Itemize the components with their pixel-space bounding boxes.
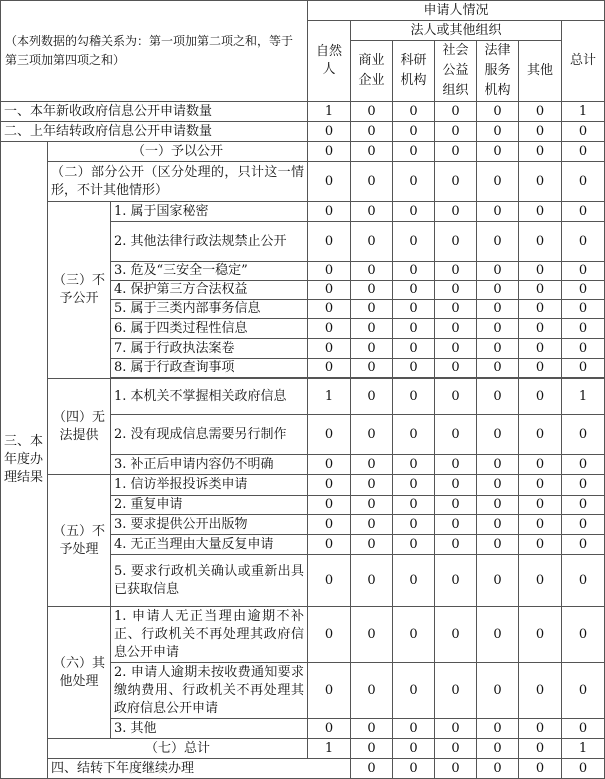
cell-research: 0 [393, 142, 435, 162]
cell-natural-person: 0 [308, 281, 351, 300]
cell-commercial: 0 [351, 319, 393, 339]
cell-commercial: 0 [351, 222, 393, 262]
cell-total: 1 [562, 102, 605, 122]
cell-research: 0 [393, 607, 435, 663]
table-row [1, 607, 605, 663]
cell-other: 0 [519, 300, 562, 319]
cell-natural-person: 0 [308, 222, 351, 262]
cell-legal-service: 0 [477, 339, 519, 359]
cell-natural-person: 0 [308, 555, 351, 607]
cell-natural-person: 0 [308, 319, 351, 339]
row-label: 8. 属于行政查询事项 [111, 359, 308, 378]
cell-total: 0 [562, 300, 605, 319]
cell-commercial: 0 [351, 475, 393, 496]
cell-commercial: 0 [351, 142, 393, 162]
cell-total: 0 [562, 555, 605, 607]
cell-other: 0 [519, 262, 562, 281]
cell-legal-service: 0 [477, 122, 519, 142]
cell-total: 0 [562, 162, 605, 202]
cell-natural-person: 1 [308, 102, 351, 122]
cell-commercial: 0 [351, 607, 393, 663]
cell-legal-service: 0 [477, 300, 519, 319]
row-label: 4. 保护第三方合法权益 [111, 281, 308, 300]
cell-research: 0 [393, 262, 435, 281]
cell-natural-person: 0 [308, 202, 351, 222]
cell-social-welfare: 0 [435, 202, 477, 222]
cell-total: 1 [562, 739, 605, 759]
cell-other: 0 [519, 281, 562, 300]
table-row [1, 379, 605, 415]
cell-natural-person: 0 [308, 300, 351, 319]
cell-social-welfare: 0 [435, 379, 477, 415]
cell-commercial: 0 [351, 262, 393, 281]
table-row [1, 162, 605, 202]
cell-social-welfare: 0 [435, 142, 477, 162]
cell-research: 0 [393, 122, 435, 142]
cell-legal-service: 0 [477, 415, 519, 455]
cell-natural-person: 0 [308, 515, 351, 535]
cell-total: 0 [562, 319, 605, 339]
cell-legal-service: 0 [477, 359, 519, 378]
cell-other: 0 [519, 222, 562, 262]
cell-research: 0 [393, 359, 435, 378]
cell-research: 0 [393, 663, 435, 719]
table-row [1, 142, 605, 162]
cell-natural-person: 0 [308, 142, 351, 162]
cell-total: 0 [562, 515, 605, 535]
cell-natural-person: 0 [308, 719, 351, 739]
cell-legal-service: 0 [477, 319, 519, 339]
cell-commercial: 0 [351, 535, 393, 555]
row-label: 3. 补正后申请内容仍不明确 [111, 455, 308, 475]
cell-legal-service: 0 [477, 262, 519, 281]
cell-total: 0 [562, 202, 605, 222]
row-label: 四、结转下年度继续办理 [48, 759, 351, 779]
cell-commercial: 0 [351, 719, 393, 739]
cell-research: 0 [393, 719, 435, 739]
cell-natural-person: 0 [308, 415, 351, 455]
cell-social-welfare: 0 [435, 475, 477, 496]
cell-commercial: 0 [351, 515, 393, 535]
cell-legal-service: 0 [477, 515, 519, 535]
cell-other: 0 [519, 663, 562, 719]
cell-legal-service: 0 [477, 739, 519, 759]
table-row [1, 122, 605, 142]
cell-other: 0 [519, 339, 562, 359]
cell-natural-person: 0 [351, 759, 393, 779]
row-label: 1. 信访举报投诉类申请 [111, 475, 308, 496]
row-label: 4. 无正当理由大量反复申请 [111, 535, 308, 555]
cell-research: 0 [393, 535, 435, 555]
cell-total: 0 [562, 222, 605, 262]
cell-natural-person: 0 [308, 262, 351, 281]
legal-org-group-header: 法人或其他组织 [351, 21, 562, 41]
cell-social-welfare: 0 [435, 455, 477, 475]
cell-other: 0 [519, 455, 562, 475]
cell-social-welfare: 0 [435, 359, 477, 378]
cell-other: 0 [562, 759, 605, 779]
group-label-withheld: （三）不予公开 [48, 202, 111, 379]
cell-natural-person: 0 [308, 359, 351, 378]
group-label-unavailable: （四）无法提供 [48, 379, 111, 475]
cell-natural-person: 0 [308, 535, 351, 555]
cell-legal-service: 0 [477, 607, 519, 663]
cell-total: 0 [562, 339, 605, 359]
cell-social-welfare: 0 [435, 222, 477, 262]
legal-service-header: 法律服务机构 [477, 41, 519, 102]
cell-research: 0 [393, 202, 435, 222]
cell-legal-service: 0 [477, 162, 519, 202]
cell-total: 0 [562, 142, 605, 162]
cell-total: 0 [562, 359, 605, 378]
row-label: 2. 其他法律行政法规禁止公开 [111, 222, 308, 262]
table-row [1, 102, 605, 122]
cell-other: 0 [519, 555, 562, 607]
cell-total: 0 [562, 535, 605, 555]
cell-total: 0 [562, 719, 605, 739]
cell-other: 0 [519, 607, 562, 663]
section-3-label: 三、本年度办理结果 [1, 142, 48, 779]
cell-research: 0 [393, 455, 435, 475]
cell-social-welfare: 0 [435, 102, 477, 122]
cell-natural-person: 1 [308, 739, 351, 759]
cell-legal-service: 0 [477, 202, 519, 222]
row-label: 一、本年新收政府信息公开申请数量 [1, 102, 308, 122]
row-label: （一）予以公开 [48, 142, 308, 162]
cell-commercial: 0 [351, 162, 393, 202]
cell-research: 0 [393, 415, 435, 455]
natural-person-header: 自然人 [308, 21, 351, 102]
cell-other: 0 [519, 319, 562, 339]
cell-research: 0 [393, 515, 435, 535]
cell-other: 0 [519, 496, 562, 515]
cell-social-welfare: 0 [435, 281, 477, 300]
cell-research: 0 [393, 475, 435, 496]
cell-natural-person: 0 [308, 496, 351, 515]
cell-commercial: 0 [351, 281, 393, 300]
cell-total: 0 [562, 122, 605, 142]
cell-social-welfare: 0 [435, 262, 477, 281]
other-header: 其他 [519, 41, 562, 102]
cell-total: 0 [562, 475, 605, 496]
cell-legal-service: 0 [477, 222, 519, 262]
cell-commercial: 0 [351, 122, 393, 142]
cell-other: 0 [519, 379, 562, 415]
cell-other: 0 [519, 739, 562, 759]
row-label: 7. 属于行政执法案卷 [111, 339, 308, 359]
cell-total: 0 [562, 262, 605, 281]
cell-legal-service: 0 [477, 281, 519, 300]
cell-other: 0 [519, 122, 562, 142]
cell-research: 0 [393, 379, 435, 415]
table-row [1, 475, 605, 496]
cell-legal-service: 0 [477, 102, 519, 122]
row-label: 3. 其他 [111, 719, 308, 739]
cell-social-welfare: 0 [435, 535, 477, 555]
cell-natural-person: 0 [308, 162, 351, 202]
table-row [1, 202, 605, 222]
cell-legal-service: 0 [477, 142, 519, 162]
cell-commercial: 0 [351, 455, 393, 475]
row-label: 1. 属于国家秘密 [111, 202, 308, 222]
cell-natural-person: 1 [308, 379, 351, 415]
cell-social-welfare: 0 [435, 607, 477, 663]
row-label: 5. 属于三类内部事务信息 [111, 300, 308, 319]
cell-total: 0 [562, 455, 605, 475]
cell-other: 0 [519, 535, 562, 555]
social-welfare-header: 社会公益组织 [435, 41, 477, 102]
cell-other: 0 [519, 719, 562, 739]
row-label: 2. 重复申请 [111, 496, 308, 515]
cell-legal-service: 0 [477, 475, 519, 496]
cell-commercial: 0 [351, 739, 393, 759]
cell-social-welfare: 0 [435, 515, 477, 535]
cell-research: 0 [393, 739, 435, 759]
row-label: 1. 本机关不掌握相关政府信息 [111, 379, 308, 415]
cell-legal-service: 0 [477, 663, 519, 719]
total-header: 总计 [562, 21, 605, 102]
cell-social-welfare: 0 [435, 162, 477, 202]
cell-other: 0 [519, 415, 562, 455]
cell-total: 0 [562, 281, 605, 300]
cell-natural-person: 0 [308, 122, 351, 142]
cell-commercial: 0 [351, 555, 393, 607]
research-header: 科研机构 [393, 41, 435, 102]
cell-commercial: 0 [351, 300, 393, 319]
row-label: 5. 要求行政机关确认或重新出具已获取信息 [111, 555, 308, 607]
cell-other: 0 [519, 102, 562, 122]
cell-research: 0 [393, 319, 435, 339]
cell-natural-person: 0 [308, 663, 351, 719]
cell-commercial: 0 [351, 359, 393, 378]
cell-legal-service: 0 [477, 535, 519, 555]
table-row [1, 759, 605, 779]
cell-commercial: 0 [351, 496, 393, 515]
cell-total: 0 [562, 607, 605, 663]
cell-commercial: 0 [351, 663, 393, 719]
cell-legal-service: 0 [477, 455, 519, 475]
cell-total: 1 [562, 379, 605, 415]
cell-social-welfare: 0 [435, 719, 477, 739]
row-label: 二、上年结转政府信息公开申请数量 [1, 122, 308, 142]
cell-natural-person: 0 [308, 455, 351, 475]
cell-legal-service: 0 [477, 379, 519, 415]
cell-natural-person: 0 [308, 607, 351, 663]
applicant-situation-header: 申请人情况 [308, 1, 605, 21]
cell-research: 0 [393, 281, 435, 300]
cell-legal-service: 0 [519, 759, 562, 779]
cell-legal-service: 0 [477, 496, 519, 515]
cell-social-welfare: 0 [435, 300, 477, 319]
cell-research: 0 [393, 339, 435, 359]
cell-legal-service: 0 [477, 719, 519, 739]
cell-total: 0 [562, 496, 605, 515]
row-label: 6. 属于四类过程性信息 [111, 319, 308, 339]
cell-research: 0 [393, 102, 435, 122]
cell-other: 0 [519, 142, 562, 162]
cell-social-welfare: 0 [435, 122, 477, 142]
cell-natural-person: 0 [308, 475, 351, 496]
cell-research: 0 [393, 555, 435, 607]
cell-other: 0 [519, 162, 562, 202]
cell-commercial: 0 [351, 202, 393, 222]
row-label: 2. 没有现成信息需要另行制作 [111, 415, 308, 455]
group-label-not-processed: （五）不予处理 [48, 475, 111, 607]
table-note: （本列数据的勾稽关系为：第一项加第二项之和，等于第三项加第四项之和） [1, 1, 308, 102]
cell-other: 0 [519, 359, 562, 378]
row-label: （二）部分公开（区分处理的，只计这一情形，不计其他情形） [48, 162, 308, 202]
cell-research: 0 [435, 759, 477, 779]
cell-social-welfare: 0 [435, 663, 477, 719]
cell-other: 0 [519, 202, 562, 222]
commercial-header: 商业企业 [351, 41, 393, 102]
row-label: 3. 危及“三安全一稳定” [111, 262, 308, 281]
cell-total: 0 [562, 663, 605, 719]
cell-social-welfare: 0 [435, 739, 477, 759]
cell-commercial: 0 [351, 102, 393, 122]
cell-natural-person: 0 [308, 339, 351, 359]
cell-commercial: 0 [393, 759, 435, 779]
cell-research: 0 [393, 222, 435, 262]
cell-commercial: 0 [351, 379, 393, 415]
cell-social-welfare: 0 [435, 496, 477, 515]
cell-commercial: 0 [351, 339, 393, 359]
row-label: 1. 申请人无正当理由逾期不补正、行政机关不再处理其政府信息公开申请 [111, 607, 308, 663]
row-label: （七）总计 [48, 739, 308, 759]
cell-total: 0 [562, 415, 605, 455]
row-label: 3. 要求提供公开出版物 [111, 515, 308, 535]
table-row [1, 739, 605, 759]
cell-social-welfare: 0 [477, 759, 519, 779]
cell-other: 0 [519, 515, 562, 535]
cell-research: 0 [393, 162, 435, 202]
cell-research: 0 [393, 496, 435, 515]
cell-legal-service: 0 [477, 555, 519, 607]
cell-commercial: 0 [351, 415, 393, 455]
group-label-other-processing: （六）其他处理 [48, 607, 111, 739]
cell-social-welfare: 0 [435, 339, 477, 359]
cell-other: 0 [519, 475, 562, 496]
cell-research: 0 [393, 300, 435, 319]
row-label: 2. 申请人逾期未按收费通知要求缴纳费用、行政机关不再处理其政府信息公开申请 [111, 663, 308, 719]
cell-social-welfare: 0 [435, 319, 477, 339]
cell-social-welfare: 0 [435, 555, 477, 607]
cell-social-welfare: 0 [435, 415, 477, 455]
